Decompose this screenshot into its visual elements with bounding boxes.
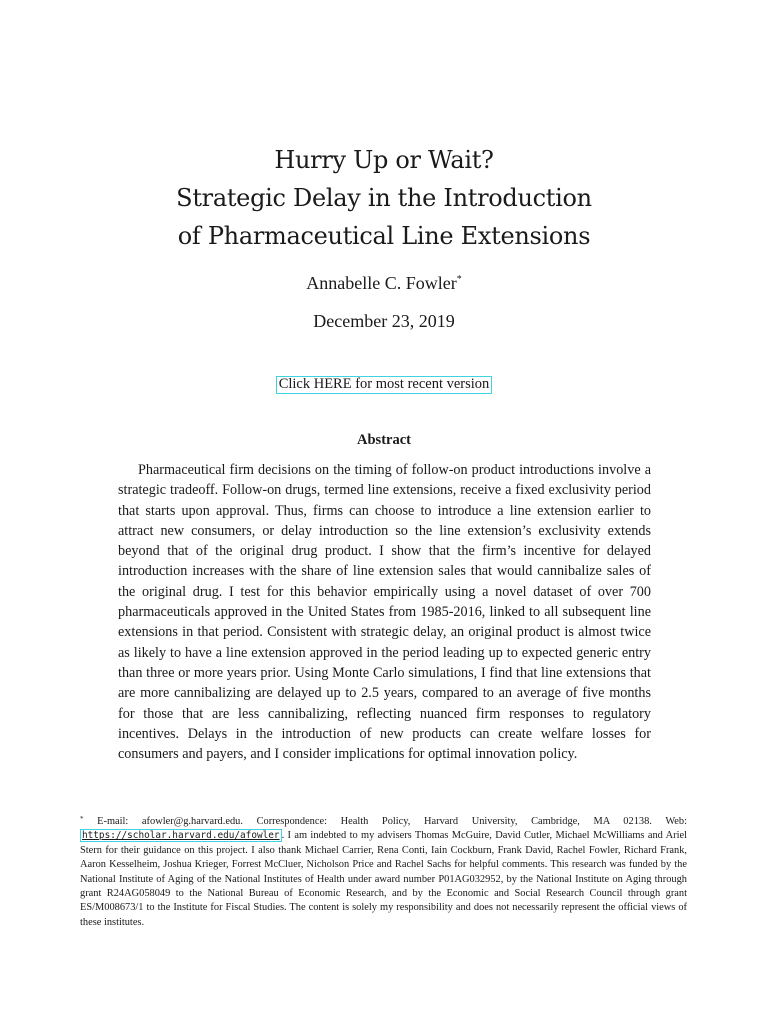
author-footnote xyxy=(80,815,687,930)
author xyxy=(0,271,768,295)
paper-title xyxy=(0,141,768,255)
abstract-text: Pharmaceutical firm decisions on the timing of follow-on product introductions involve a strategic tradeoff. Follow-on drugs, termed line extensions, receive a fixed exclusivity period that starts upon approval. Thus, firms can choose to introduce a line extension earlier to attract new consumers, or delay introduction so the line extension’s exclusivity extends beyond that of the original drug product. I show that the firm’s incentive for delayed introduction increases with the share of line extension sales that would cannibalize sales of the original drug. I test for this behavior empirically using a novel dataset of over 700 pharmaceuticals approved in the United States from 1985-2016, linked to all subsequent line extensions in that period. Consistent with strategic delay, an original product is almost twice as likely to have a line extension approved in the period leading up to expected generic entry than three or more years prior. Using Monte Carlo simulations, I find that line extensions that are more cannibalizing are delayed up to 2.5 years, compared to an average of five months for those that are less cannibalizing, reflecting nuanced firm responses to regulatory incentives. Delays in the introduction of new products can create welfare losses for consumers and payers, and I consider implications for optimal innovation policy. xyxy=(118,462,651,763)
title-line-2: Strategic Delay in the Introduction xyxy=(176,184,592,212)
recent-version-link[interactable]: Click HERE for most recent version xyxy=(276,376,493,394)
author-footnote-mark[interactable]: * xyxy=(456,274,462,285)
footnote-text-after-url: . I am indebted to my advisers Thomas McGuire, David Cutler, Michael McWilliams and Ariel Stern for their guidance on this project. I also thank Michael Carrier, Rena Conti, Iain Cockburn, Frank David, Rachel Fowler, Richard Frank, Aaron Kesselheim, Joshua Krieger, Forrest McCluer, Nicholson Price and Rachel Sachs for helpful comments. This research was funded by the National Institute of Aging of the National Institutes of Health under award number P01AG032952, by the National Institute on Aging through grant R24AG058049 to the National Bureau of Economic Research, and by the Economic and Social Research Council through grant ES/M008673/1 to the Institute for Fiscal Studies. The content is solely my responsibility and does not necessarily represent the official views of these institutes. xyxy=(80,830,687,928)
title-line-3: of Pharmaceutical Line Extensions xyxy=(177,222,591,250)
footnote-mark: * xyxy=(80,815,84,823)
title-line-1: Hurry Up or Wait? xyxy=(274,146,494,174)
paper-date: December 23, 2019 xyxy=(313,311,455,331)
author-name: Annabelle C. Fowler xyxy=(306,273,457,293)
recent-version-link-container xyxy=(0,373,768,394)
abstract-heading: Abstract xyxy=(357,432,411,448)
footnote-text-before-url: E-mail: afowler@g.harvard.edu. Correspondence: Health Policy, Harvard University, Cambridge, MA 02138. Web: xyxy=(97,816,687,827)
author-website-link[interactable]: https://scholar.harvard.edu/afowler xyxy=(82,830,280,842)
